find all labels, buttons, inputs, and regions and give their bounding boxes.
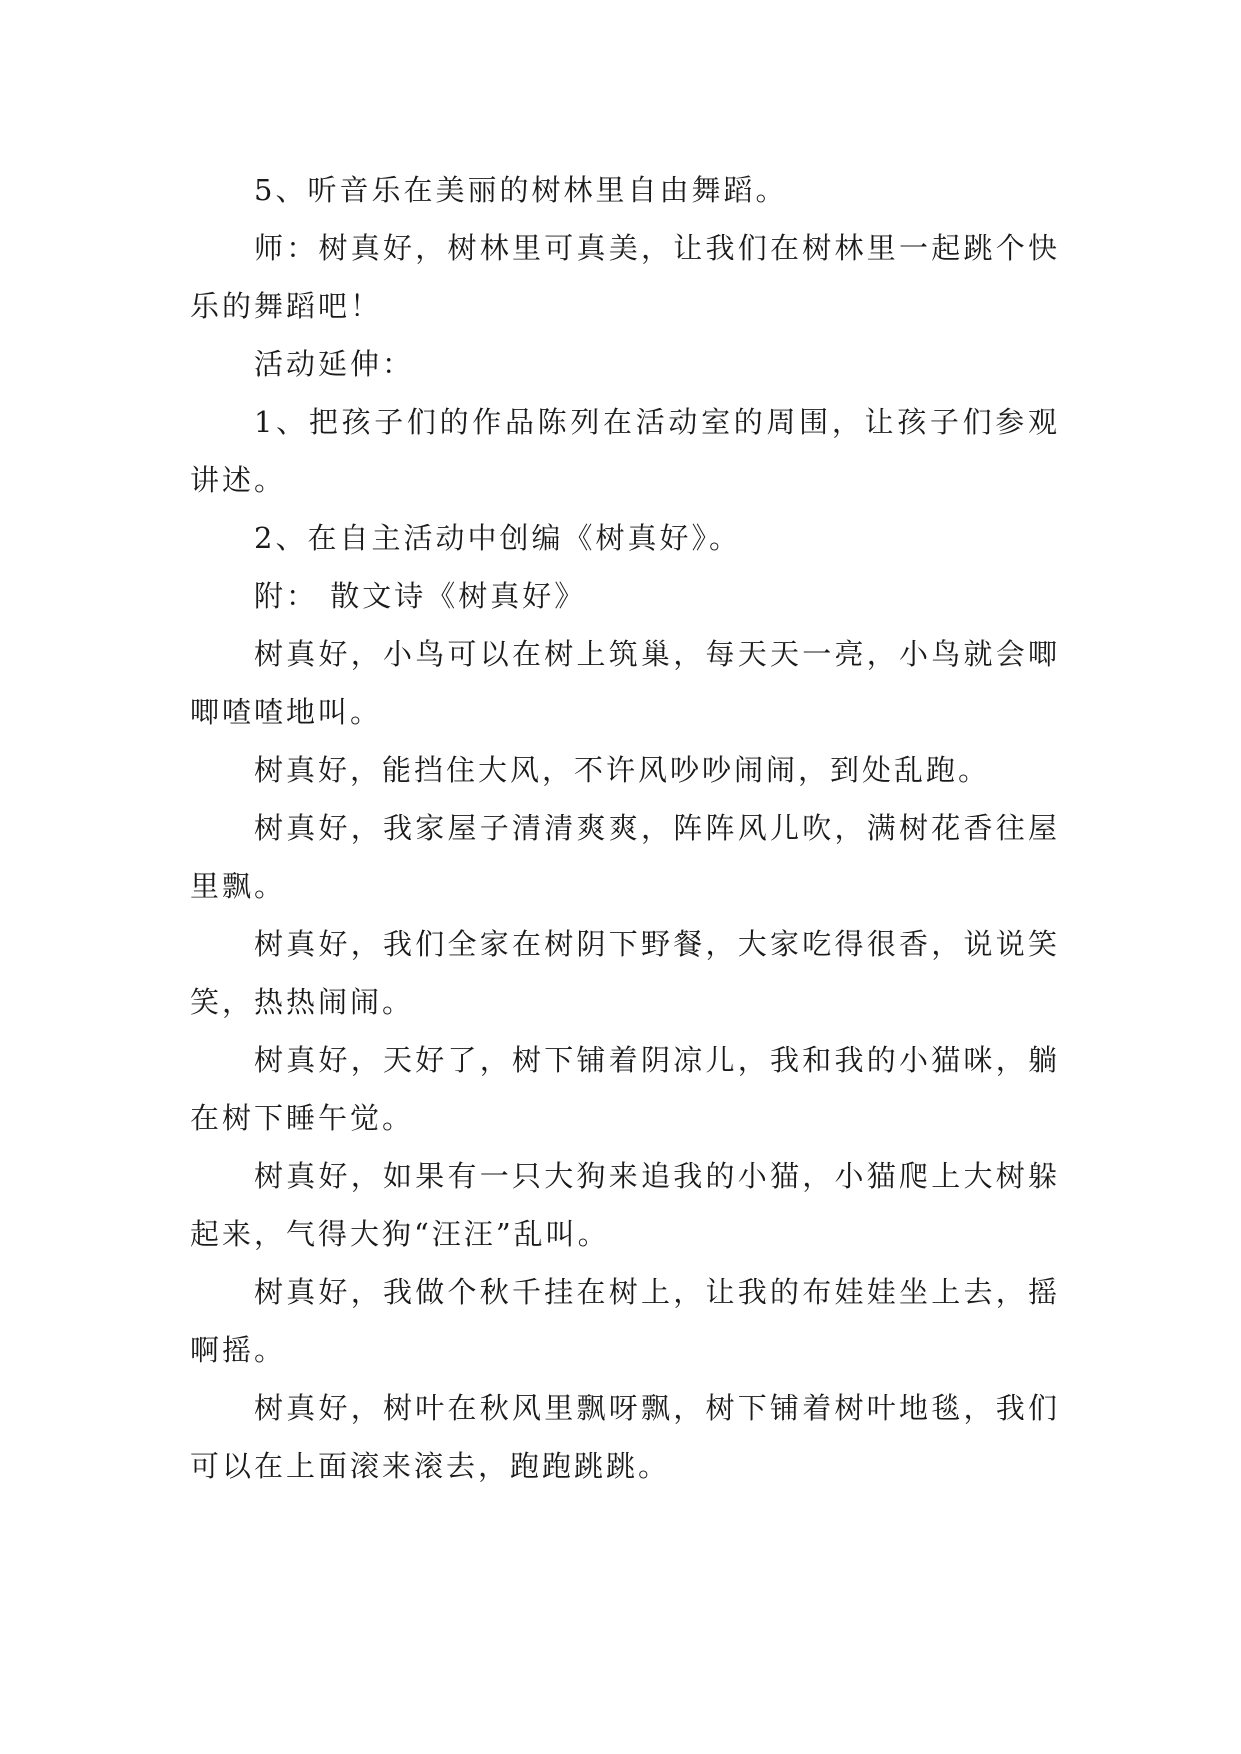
poem-stanza-3: 树真好，我家屋子清清爽爽，阵阵风儿吹，满树花香往屋里飘。 xyxy=(190,811,1060,903)
poem-stanza-4: 树真好，我们全家在树阴下野餐，大家吃得很香，说说笑笑，热热闹闹。 xyxy=(190,927,1060,1019)
paragraph-step-5: 5、听音乐在美丽的树林里自由舞蹈。 xyxy=(254,173,788,207)
poem-stanza-6: 树真好，如果有一只大狗来追我的小猫，小猫爬上大树躲起来，气得大狗“汪汪”乱叫。 xyxy=(190,1159,1060,1251)
paragraph-extension-1: 1、把孩子们的作品陈列在活动室的周围，让孩子们参观讲述。 xyxy=(190,405,1060,497)
poem-stanza-5: 树真好，天好了，树下铺着阴凉儿，我和我的小猫咪，躺在树下睡午觉。 xyxy=(190,1043,1060,1135)
paragraph-extension-heading: 活动延伸： xyxy=(254,347,415,381)
poem-stanza-2: 树真好，能挡住大风，不许风吵吵闹闹，到处乱跑。 xyxy=(254,753,991,787)
poem-stanza-1: 树真好，小鸟可以在树上筑巢，每天天一亮，小鸟就会唧唧喳喳地叫。 xyxy=(190,637,1060,729)
poem-stanza-7: 树真好，我做个秋千挂在树上，让我的布娃娃坐上去，摇啊摇。 xyxy=(190,1275,1060,1367)
paragraph-extension-2: 2、在自主活动中创编《树真好》。 xyxy=(254,521,741,555)
poem-stanza-8: 树真好，树叶在秋风里飘呀飘，树下铺着树叶地毯，我们可以在上面滚来滚去，跑跑跳跳。 xyxy=(190,1391,1060,1483)
paragraph-appendix-title: 附： 散文诗《树真好》 xyxy=(254,579,587,613)
paragraph-teacher-line: 师：树真好，树林里可真美，让我们在树林里一起跳个快乐的舞蹈吧！ xyxy=(190,231,1060,323)
document-body xyxy=(190,161,1060,1495)
